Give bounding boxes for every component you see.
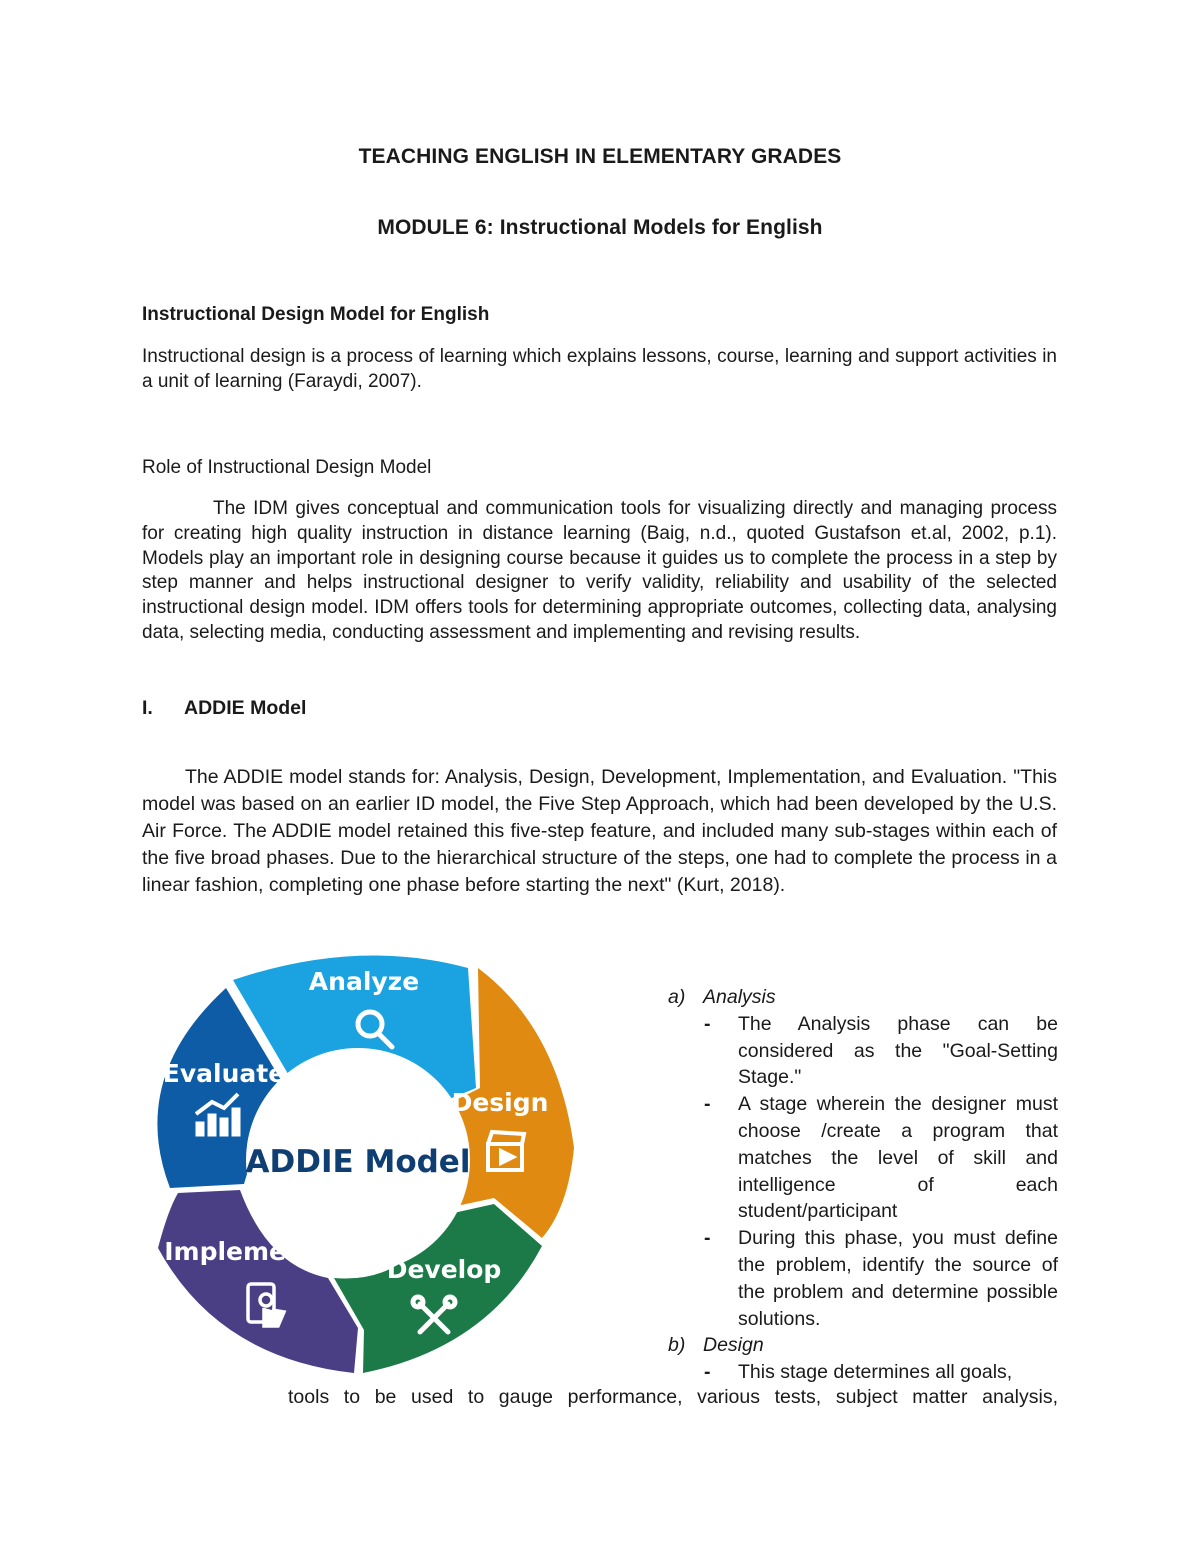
phase-a-bullet-1 [668,1011,1058,1091]
phase-a-heading [668,984,1058,1011]
module-title: MODULE 6: Instructional Models for English [377,216,823,239]
section-heading-role-idm: Role of Instructional Design Model [142,457,432,478]
bullet-dash: - [704,1227,711,1250]
implement-label: Implement [164,1237,316,1266]
section-paragraph-role-idm [142,497,1057,646]
phase-a-name: Analysis [703,986,776,1008]
addie-text: The ADDIE model stands for: Analysis, Design, Development, Implementation, and Evaluation. "This model was based on an earlier ID model, the Five Step Approach, which had been developed by the U.S. Air Force. The ADDIE model retained this five-step feature, and included many sub-stages within each of the five broad phases. Due to the hierarchical structure of the steps, one had to complete the process in a linear fashion, completing one phase before starting the next" (Kurt, 2018). [142,766,1057,896]
phase-b-heading [668,1332,1058,1359]
phase-a-bullet-3 [668,1225,1058,1332]
phase-b-bullet-1 [668,1359,1058,1386]
develop-label: Develop [386,1255,502,1284]
addie-diagram [138,948,580,1380]
bullet-dash: - [704,1012,711,1035]
bullet-text: A stage wherein the designer must choose /create a program that matches the level of skill and intelligence of each student/participant [738,1093,1058,1223]
phase-b-label: b) [668,1334,686,1357]
diagram-center-label: ADDIE Model [245,1144,471,1180]
phase-a-bullet-2 [668,1091,1058,1225]
section-number-addie: I. [142,697,153,719]
bullet-dash: - [704,1361,711,1384]
bullet-text: The Analysis phase can be considered as the "Goal-Setting Stage." [738,1012,1058,1089]
bullet-text: During this phase, you must define the problem, identify the source of the problem and determine possible solutions. [738,1227,1058,1330]
phase-b-continuation: tools to be used to gauge performance, various tests, subject matter analysis, [288,1386,1058,1408]
section-paragraph-instructional-design: Instructional design is a process of learning which explains lessons, course, learning and support activities in a unit of learning (Faraydi, 2007). [142,346,1057,392]
evaluate-label: Evaluate [162,1059,286,1088]
section-heading-addie: ADDIE Model [184,697,307,719]
phase-list [668,984,1058,1386]
phase-b-name: Design [703,1334,764,1357]
bullet-dash: - [704,1093,711,1116]
section-heading-instructional-design: Instructional Design Model for English [142,304,490,325]
design-label: Design [451,1088,549,1117]
phase-a-label: a) [668,986,686,1008]
section-paragraph-addie [142,764,1057,899]
role-idm-text: The IDM gives conceptual and communication tools for visualizing directly and managing process for creating high quality instruction in distance learning (Baig, n.d., quoted Gustafson et.al, 2002, p.1). Models play an important role in designing course because it guides us to complete the process in a step by step manner and helps instructional designer to verify validity, reliability and usability of the selected instructional design model. IDM offers tools for determining appropriate outcomes, collecting data, analysing data, selecting media, conducting assessment and implementing and revising results. [142,498,1057,643]
analyze-label: Analyze [308,967,420,996]
document-title: TEACHING ENGLISH IN ELEMENTARY GRADES [358,145,842,168]
bullet-text: This stage determines all goals, [738,1361,1013,1384]
addie-cycle-graphic [138,948,580,1380]
